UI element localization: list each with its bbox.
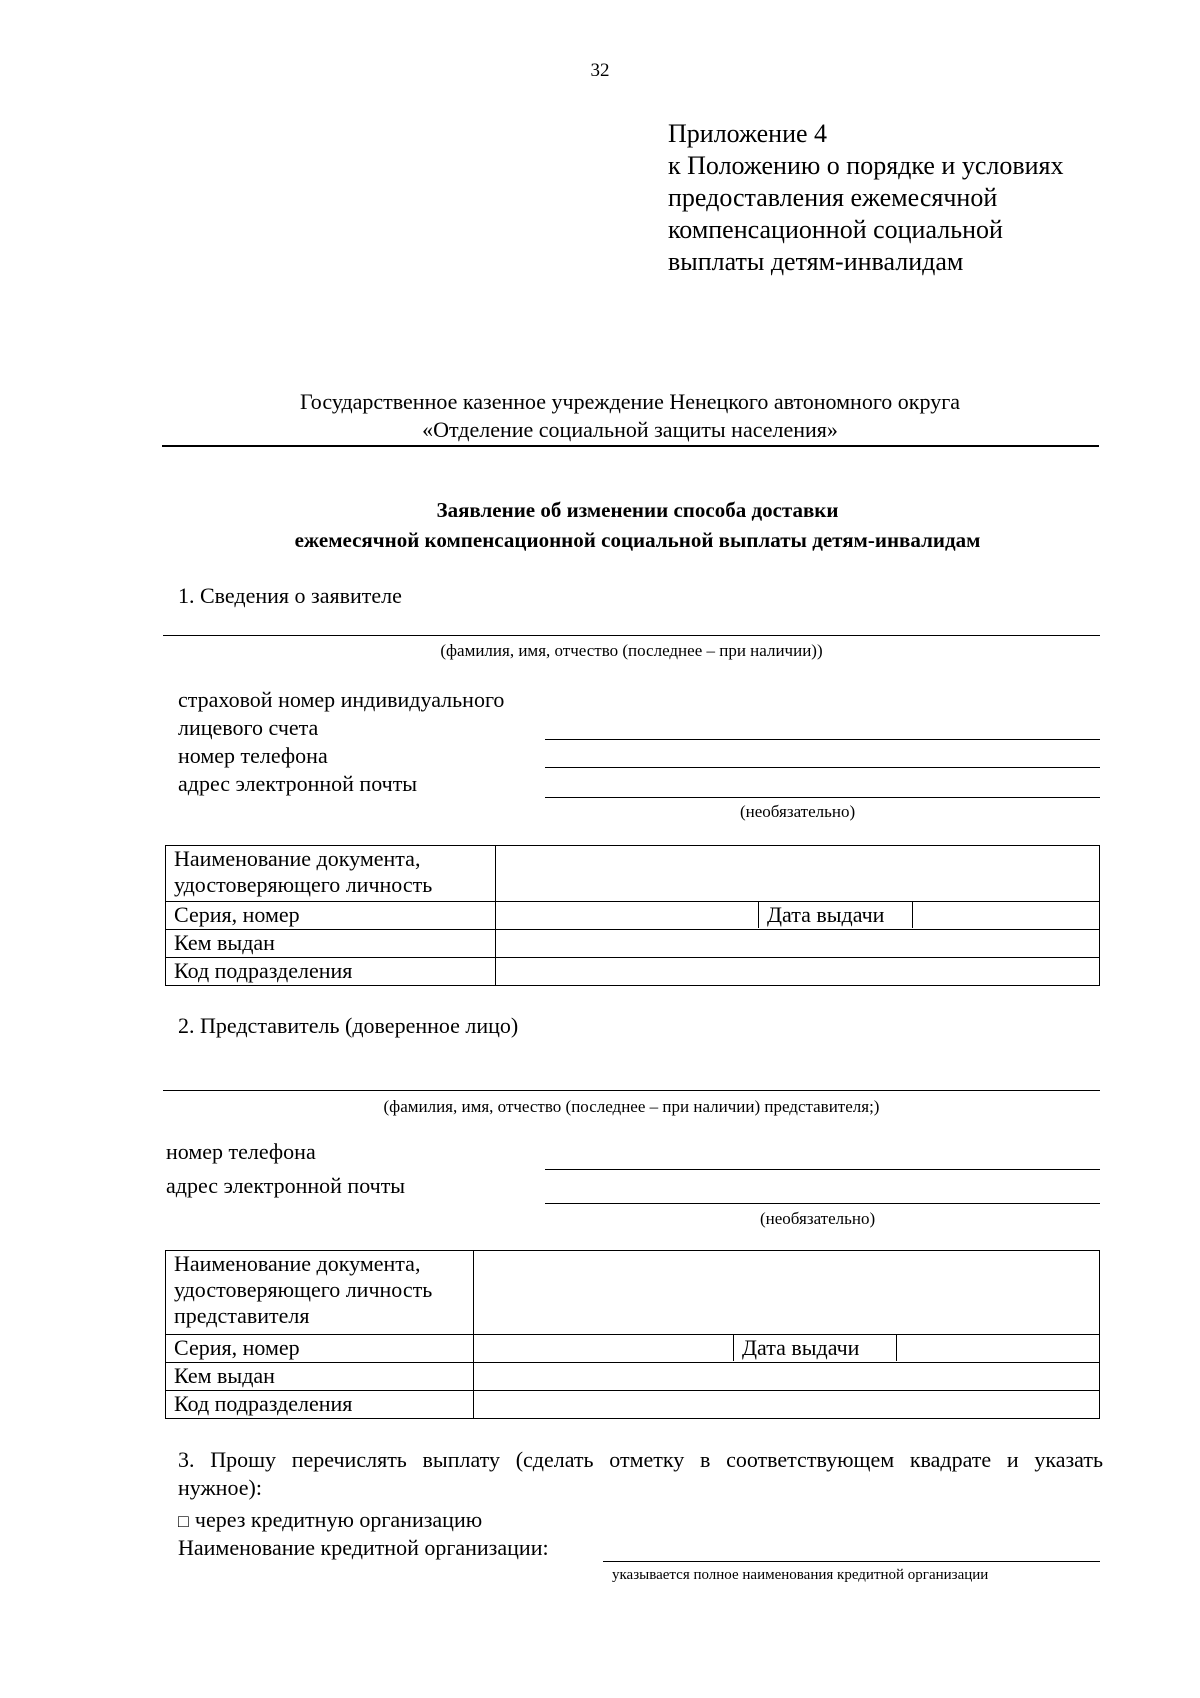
organization-line: «Отделение социальной защиты населения» xyxy=(422,417,838,442)
rep-doc-name-value-cell[interactable] xyxy=(474,1251,1100,1335)
applicant-name-caption: (фамилия, имя, отчество (последнее – при наличии)) xyxy=(440,641,823,660)
rep-doc-name-label-line: представителя xyxy=(174,1303,310,1328)
credit-org-name-field[interactable] xyxy=(603,1561,1100,1562)
rep-series-row-cell xyxy=(474,1335,1100,1363)
email-optional-caption: (необязательно) xyxy=(740,802,856,821)
rep-division-code-value-cell[interactable] xyxy=(474,1391,1100,1419)
division-code-label-cell: Код подразделения xyxy=(166,958,496,986)
doc-name-label-line: Наименование документа, xyxy=(174,846,421,871)
organization-underline xyxy=(162,445,1099,447)
appendix-line: Приложение 4 xyxy=(668,119,828,148)
credit-org-option[interactable] xyxy=(178,1506,482,1535)
rep-issued-by-label-cell: Кем выдан xyxy=(166,1363,474,1391)
snils-field[interactable] xyxy=(545,739,1100,740)
snils-label-line1: страховой номер индивидуального xyxy=(178,687,505,712)
section3-line1: 3. Прошу перечислять выплату (сделать отметку в соответствующем квадрате и указать xyxy=(178,1447,1103,1472)
rep-doc-name-label-cell xyxy=(166,1251,474,1335)
appendix-header xyxy=(668,118,1168,278)
appendix-line: выплаты детям-инвалидам xyxy=(668,247,964,276)
issued-by-label-cell: Кем выдан xyxy=(166,930,496,958)
rep-issue-date-label-cell: Дата выдачи xyxy=(734,1335,897,1361)
credit-org-name-label: Наименование кредитной организации: xyxy=(178,1535,549,1560)
email-field[interactable] xyxy=(545,797,1100,798)
checkbox-icon[interactable]: □ xyxy=(178,1511,189,1531)
rep-series-value-cell[interactable] xyxy=(474,1335,734,1361)
organization-line: Государственное казенное учреждение Ненецкого автономного округа xyxy=(300,389,960,414)
rep-issued-by-value-cell[interactable] xyxy=(474,1363,1100,1391)
credit-org-option-label: через кредитную организацию xyxy=(194,1507,483,1532)
rep-issue-date-value-cell[interactable] xyxy=(897,1335,1100,1361)
applicant-name-field[interactable] xyxy=(163,635,1100,636)
doc-name-label-cell xyxy=(166,846,496,902)
rep-phone-label: номер телефона xyxy=(166,1139,316,1164)
doc-name-label-line: удостоверяющего личность xyxy=(174,872,433,897)
appendix-line: предоставления ежемесячной xyxy=(668,183,998,212)
section2-heading: 2. Представитель (доверенное лицо) xyxy=(178,1013,519,1038)
representative-name-caption: (фамилия, имя, отчество (последнее – при наличии) представителя;) xyxy=(383,1097,880,1116)
phone-label: номер телефона xyxy=(178,743,328,768)
issued-by-value-cell[interactable] xyxy=(496,930,1100,958)
doc-name-value-cell[interactable] xyxy=(496,846,1100,902)
issue-date-value-cell[interactable] xyxy=(913,902,1100,928)
series-value-cell[interactable] xyxy=(496,902,759,928)
page-number: 32 xyxy=(590,60,610,81)
rep-doc-name-label-line: Наименование документа, xyxy=(174,1251,421,1276)
applicant-document-table xyxy=(165,845,1100,986)
appendix-line: компенсационной социальной xyxy=(668,215,1003,244)
snils-label-line2: лицевого счета xyxy=(178,715,319,740)
rep-division-code-label-cell: Код подразделения xyxy=(166,1391,474,1419)
document-title xyxy=(160,495,1115,555)
title-line: ежемесячной компенсационной социальной выплаты детям-инвалидам xyxy=(294,528,981,552)
rep-email-optional-caption: (необязательно) xyxy=(760,1209,876,1228)
section1-heading: 1. Сведения о заявителе xyxy=(178,583,402,608)
rep-series-label-cell: Серия, номер xyxy=(166,1335,474,1363)
rep-doc-name-label-line: удостоверяющего личность xyxy=(174,1277,433,1302)
phone-field[interactable] xyxy=(545,767,1100,768)
series-label-cell: Серия, номер xyxy=(166,902,496,930)
rep-email-field[interactable] xyxy=(545,1203,1100,1204)
representative-name-field[interactable] xyxy=(163,1090,1100,1091)
rep-phone-field[interactable] xyxy=(545,1169,1100,1170)
email-label: адрес электронной почты xyxy=(178,771,418,796)
credit-org-name-caption: указывается полное наименования кредитной организации xyxy=(612,1567,989,1583)
rep-email-label: адрес электронной почты xyxy=(166,1173,406,1198)
appendix-line: к Положению о порядке и условиях xyxy=(668,151,1064,180)
section3-line2: нужное): xyxy=(178,1475,262,1500)
representative-document-table xyxy=(165,1250,1100,1419)
title-line: Заявление об изменении способа доставки xyxy=(436,498,839,522)
issue-date-label-cell: Дата выдачи xyxy=(759,902,913,928)
organization-name xyxy=(160,388,1100,444)
division-code-value-cell[interactable] xyxy=(496,958,1100,986)
series-row-cell xyxy=(496,902,1100,930)
